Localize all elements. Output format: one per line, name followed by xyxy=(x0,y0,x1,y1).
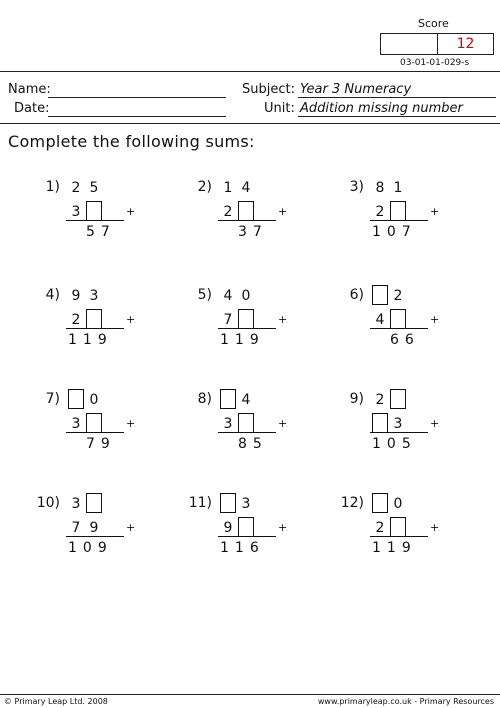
problem-10 xyxy=(30,494,150,574)
digit: 2 xyxy=(393,288,403,304)
sum-line xyxy=(218,536,276,537)
addend-bottom xyxy=(218,414,278,434)
addend-top xyxy=(370,494,430,514)
addend-bottom xyxy=(370,310,430,330)
addend-top xyxy=(370,390,430,410)
addend-top xyxy=(66,286,126,306)
problem-7 xyxy=(30,390,150,470)
missing-digit-box[interactable] xyxy=(220,389,236,409)
digit: 2 xyxy=(375,204,385,220)
addend-bottom xyxy=(370,202,430,222)
problem-number: 5) xyxy=(197,287,212,303)
sum-line xyxy=(370,328,428,329)
subject-label: Subject: xyxy=(242,82,295,97)
unit-label: Unit: xyxy=(264,101,295,116)
digit: 9 xyxy=(71,288,81,304)
digit: 7 xyxy=(223,312,233,328)
missing-digit-box[interactable] xyxy=(238,309,254,329)
sum-line xyxy=(218,220,276,221)
footer-copyright: © Primary Leap Ltd. 2008 xyxy=(4,697,108,706)
header-bottom-rule xyxy=(0,123,500,124)
addend-bottom xyxy=(66,202,126,222)
sum-line xyxy=(66,536,124,537)
digit: 3 xyxy=(89,288,99,304)
problem-5 xyxy=(182,286,302,366)
problem-number: 12) xyxy=(340,495,364,511)
digit: 0 xyxy=(393,496,403,512)
addend-bottom xyxy=(66,518,126,538)
missing-digit-box[interactable] xyxy=(238,201,254,221)
unit-field-line xyxy=(298,116,496,117)
plus-sign: + xyxy=(278,417,288,430)
subject-field-line xyxy=(298,97,496,98)
worksheet-code: 03-01-01-029-s xyxy=(400,58,470,68)
answer: 66 xyxy=(390,332,420,348)
digit: 1 xyxy=(223,180,233,196)
sum-line xyxy=(66,432,124,433)
plus-sign: + xyxy=(278,205,288,218)
answer: 85 xyxy=(238,436,268,452)
digit: 2 xyxy=(71,312,81,328)
problem-number: 3) xyxy=(349,179,364,195)
digit: 3 xyxy=(71,416,81,432)
addend-bottom xyxy=(218,202,278,222)
addend-top xyxy=(66,390,126,410)
digit: 4 xyxy=(241,180,251,196)
answer: 119 xyxy=(220,332,265,348)
missing-digit-box[interactable] xyxy=(86,413,102,433)
answer: 116 xyxy=(220,540,265,556)
digit: 0 xyxy=(89,392,99,408)
missing-digit-box[interactable] xyxy=(390,517,406,537)
digit: 9 xyxy=(89,520,99,536)
digit: 4 xyxy=(241,392,251,408)
score-value: 12 xyxy=(456,36,475,52)
sum-line xyxy=(370,220,428,221)
missing-digit-box[interactable] xyxy=(238,413,254,433)
missing-digit-box[interactable] xyxy=(220,493,236,513)
answer: 105 xyxy=(372,436,417,452)
date-field-line[interactable] xyxy=(48,116,226,117)
digit: 5 xyxy=(89,180,99,196)
digit: 8 xyxy=(375,180,385,196)
addend-top xyxy=(218,178,278,198)
missing-digit-box[interactable] xyxy=(238,517,254,537)
answer: 119 xyxy=(68,332,113,348)
answer: 57 xyxy=(86,224,116,240)
addend-bottom xyxy=(370,414,430,434)
missing-digit-box[interactable] xyxy=(86,493,102,513)
digit: 2 xyxy=(375,392,385,408)
addend-bottom xyxy=(66,414,126,434)
sum-line xyxy=(370,536,428,537)
digit: 3 xyxy=(71,496,81,512)
addend-top xyxy=(66,494,126,514)
missing-digit-box[interactable] xyxy=(68,389,84,409)
sum-line xyxy=(218,328,276,329)
plus-sign: + xyxy=(126,313,136,326)
problem-number: 9) xyxy=(349,391,364,407)
problem-number: 4) xyxy=(45,287,60,303)
plus-sign: + xyxy=(126,205,136,218)
sum-line xyxy=(66,328,124,329)
plus-sign: + xyxy=(126,417,136,430)
date-label: Date: xyxy=(14,101,50,116)
problem-number: 10) xyxy=(36,495,60,511)
instructions: Complete the following sums: xyxy=(8,132,255,151)
problem-6 xyxy=(334,286,454,366)
problem-1 xyxy=(30,178,150,258)
missing-digit-box[interactable] xyxy=(390,309,406,329)
digit: 3 xyxy=(223,416,233,432)
problem-12 xyxy=(334,494,454,574)
addend-bottom xyxy=(66,310,126,330)
addend-top xyxy=(370,178,430,198)
header-top-rule xyxy=(0,71,500,72)
plus-sign: + xyxy=(430,205,440,218)
digit: 1 xyxy=(393,180,403,196)
plus-sign: + xyxy=(430,521,440,534)
answer: 119 xyxy=(372,540,417,556)
plus-sign: + xyxy=(278,313,288,326)
name-label: Name: xyxy=(8,82,51,97)
score-box xyxy=(380,33,494,55)
digit: 9 xyxy=(223,520,233,536)
digit: 2 xyxy=(223,204,233,220)
plus-sign: + xyxy=(278,521,288,534)
problem-number: 6) xyxy=(349,287,364,303)
score-label: Score xyxy=(418,17,449,30)
problem-9 xyxy=(334,390,454,470)
subject-value: Year 3 Numeracy xyxy=(300,82,412,97)
digit: 4 xyxy=(375,312,385,328)
addend-bottom xyxy=(370,518,430,538)
problem-2 xyxy=(182,178,302,258)
digit: 2 xyxy=(375,520,385,536)
digit: 0 xyxy=(241,288,251,304)
problem-4 xyxy=(30,286,150,366)
plus-sign: + xyxy=(430,417,440,430)
missing-digit-box[interactable] xyxy=(86,201,102,221)
footer-rule xyxy=(0,694,500,695)
footer-website: www.primaryleap.co.uk - Primary Resources xyxy=(317,697,494,706)
problem-11 xyxy=(182,494,302,574)
digit: 2 xyxy=(71,180,81,196)
addend-top xyxy=(218,390,278,410)
problem-number: 8) xyxy=(197,391,212,407)
missing-digit-box[interactable] xyxy=(372,285,388,305)
sum-line xyxy=(218,432,276,433)
plus-sign: + xyxy=(430,313,440,326)
problem-number: 2) xyxy=(197,179,212,195)
digit: 3 xyxy=(241,496,251,512)
digit: 3 xyxy=(71,204,81,220)
answer: 109 xyxy=(68,540,113,556)
problem-3 xyxy=(334,178,454,258)
missing-digit-box[interactable] xyxy=(390,389,406,409)
addend-top xyxy=(218,494,278,514)
addend-top xyxy=(66,178,126,198)
addend-bottom xyxy=(218,518,278,538)
digit: 4 xyxy=(223,288,233,304)
sum-line xyxy=(370,432,428,433)
addend-bottom xyxy=(218,310,278,330)
digit: 3 xyxy=(393,416,403,432)
unit-value: Addition missing number xyxy=(300,101,463,116)
missing-digit-box[interactable] xyxy=(372,413,388,433)
answer: 107 xyxy=(372,224,417,240)
missing-digit-box[interactable] xyxy=(372,493,388,513)
addend-top xyxy=(218,286,278,306)
problem-number: 1) xyxy=(45,179,60,195)
sum-line xyxy=(66,220,124,221)
digit: 7 xyxy=(71,520,81,536)
missing-digit-box[interactable] xyxy=(86,309,102,329)
name-field-line[interactable] xyxy=(48,97,226,98)
addend-top xyxy=(370,286,430,306)
answer: 37 xyxy=(238,224,268,240)
problem-number: 7) xyxy=(45,391,60,407)
missing-digit-box[interactable] xyxy=(390,201,406,221)
plus-sign: + xyxy=(126,521,136,534)
answer: 79 xyxy=(86,436,116,452)
problem-number: 11) xyxy=(188,495,212,511)
problem-8 xyxy=(182,390,302,470)
